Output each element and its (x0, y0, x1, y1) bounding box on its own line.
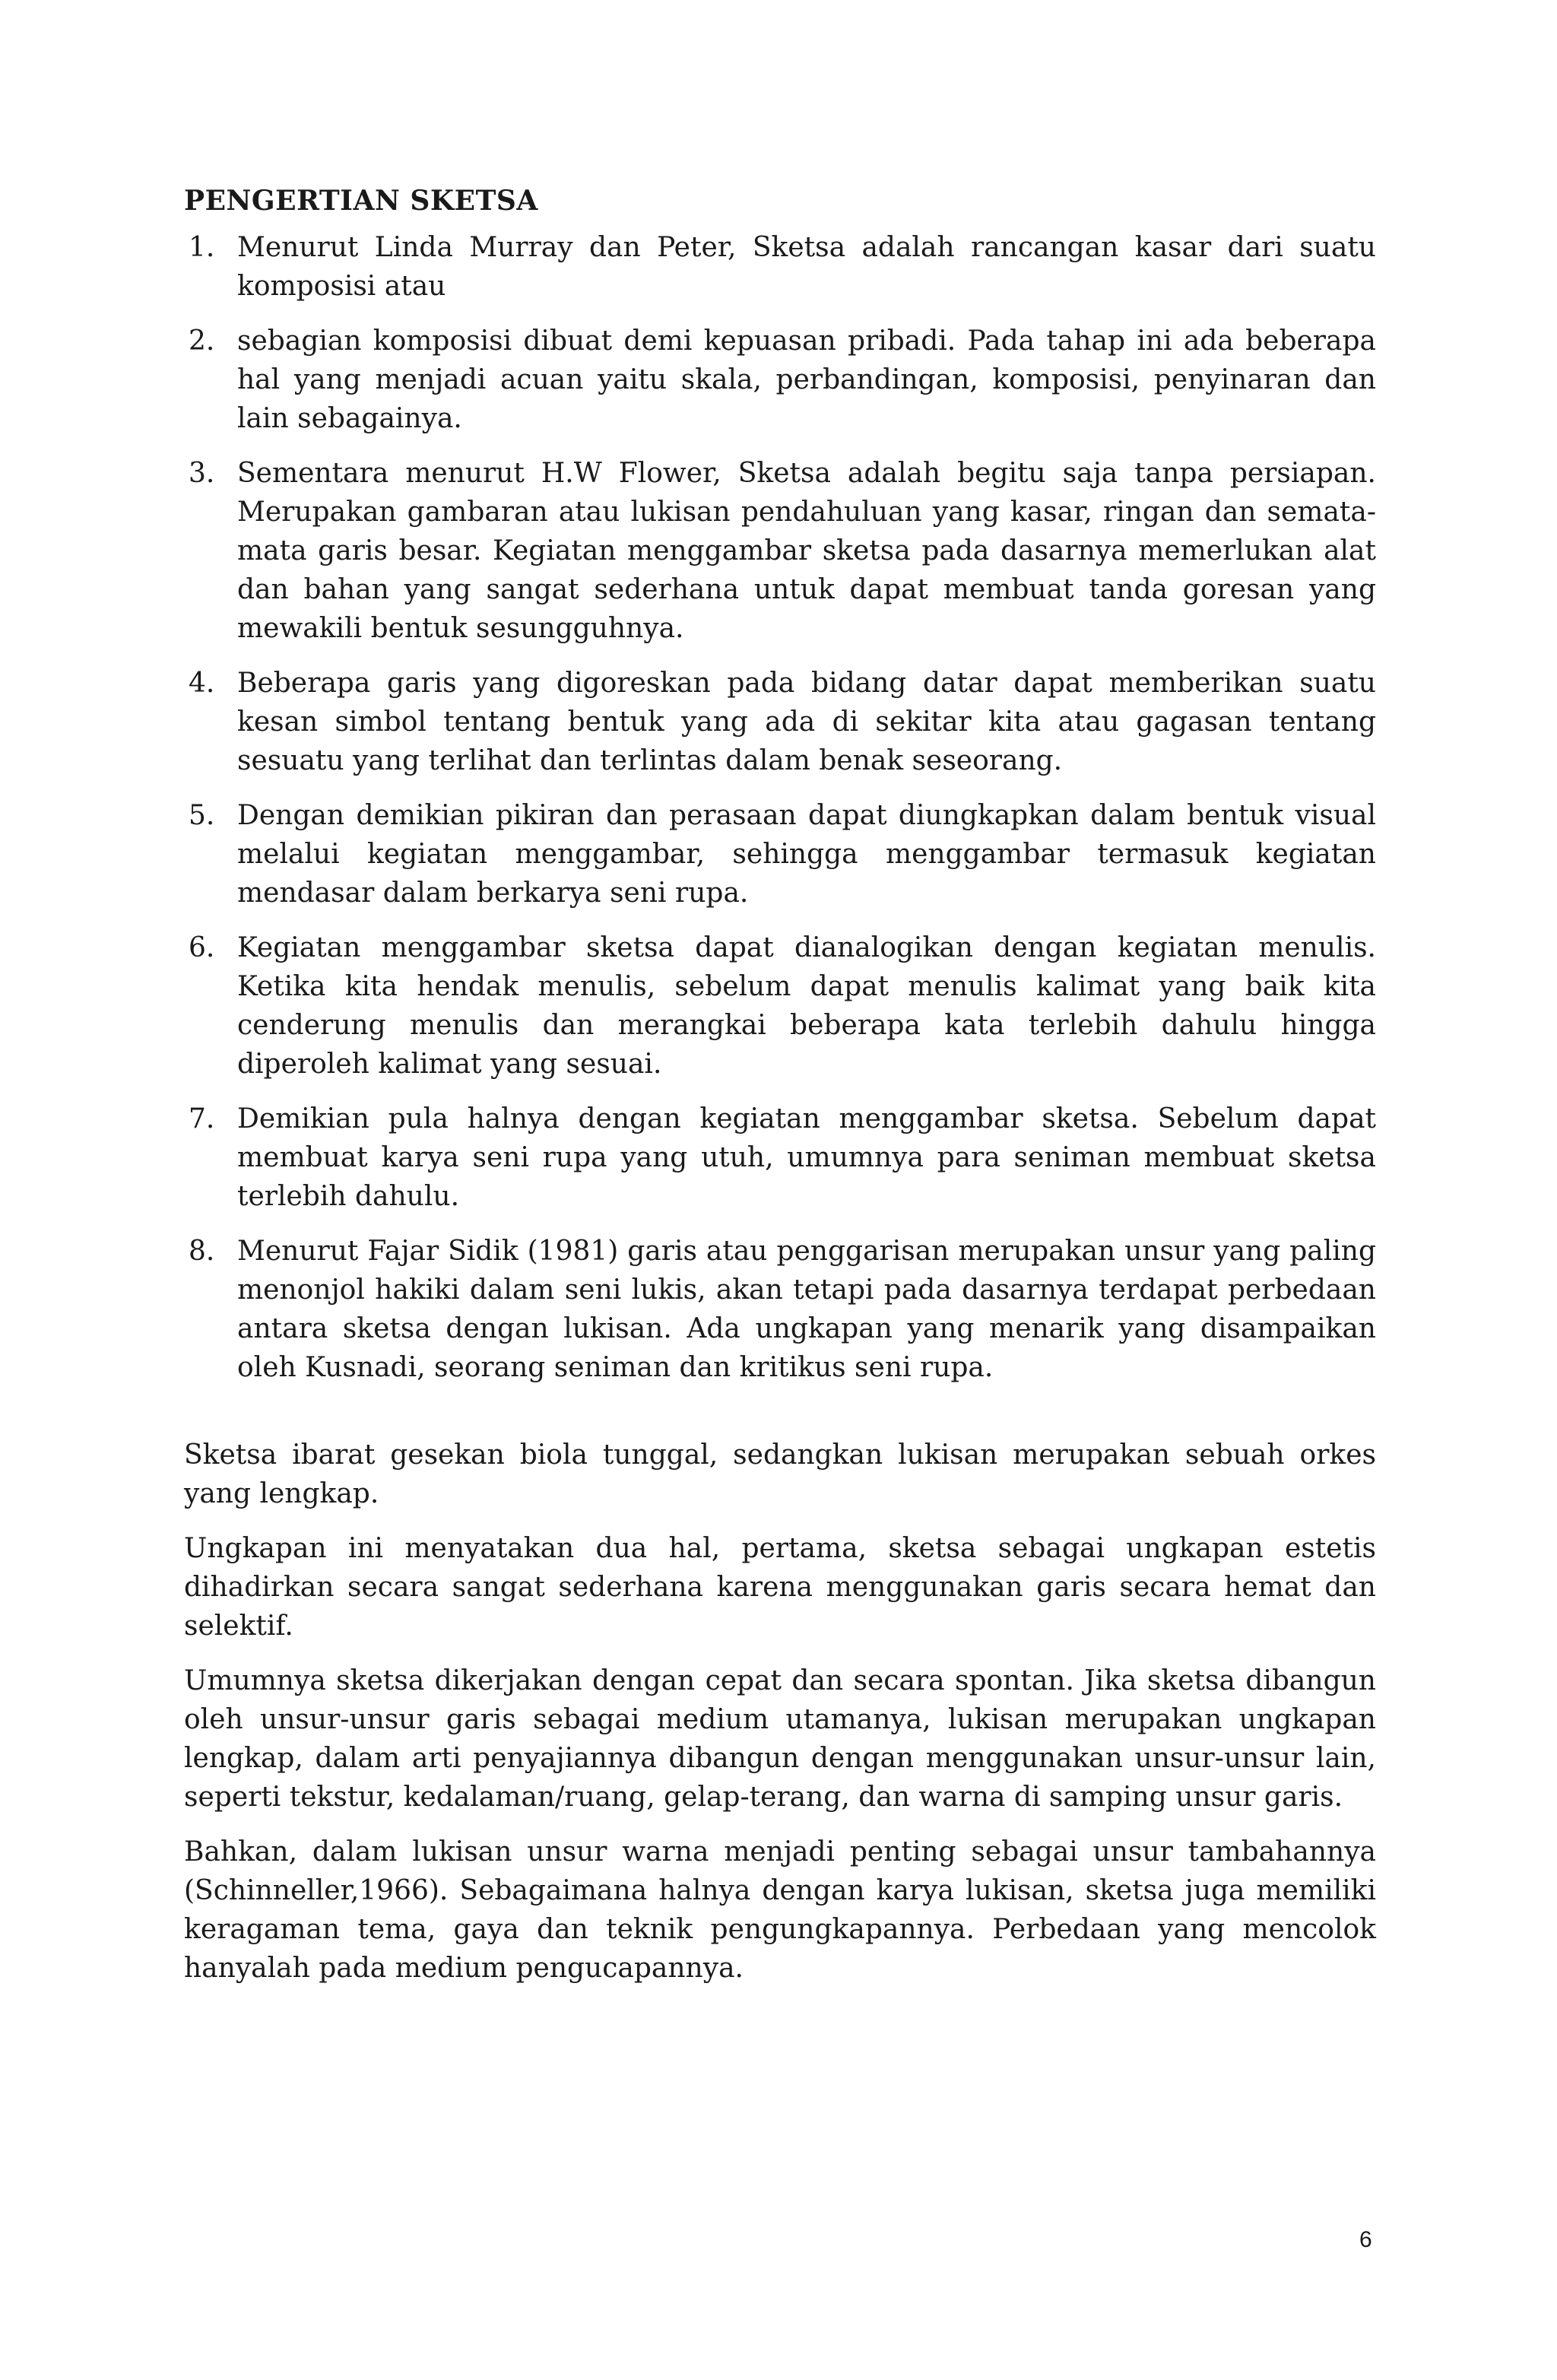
list-item-text: sebagian komposisi dibuat demi kepuasan pribadi. Pada tahap ini ada beberapa hal yang menjadi acuan yaitu skala, perbandingan, komposisi, penyinaran dan lain sebagainya. (237, 325, 1376, 434)
list-item (184, 664, 1376, 780)
numbered-list (184, 228, 1376, 1403)
list-item-number: 2. (189, 325, 215, 357)
list-item-number: 8. (189, 1236, 215, 1267)
paragraph: Sketsa ibarat gesekan biola tunggal, sedangkan lukisan merupakan sebuah orkes yang lengkap. (184, 1439, 1376, 1509)
page-title: PENGERTIAN SKETSA (184, 185, 538, 217)
list-item (184, 796, 1376, 912)
paragraph: Ungkapan ini menyatakan dua hal, pertama, sketsa sebagai ungkapan estetis dihadirkan secara sangat sederhana karena menggunakan garis secara hemat dan selektif. (184, 1533, 1376, 1642)
list-item-text: Kegiatan menggambar sketsa dapat dianalogikan dengan kegiatan menulis. Ketika kita hendak menulis, sebelum dapat menulis kalimat yang baik kita cenderung menulis dan merangkai beberapa kata terlebih dahulu hingga diperoleh kalimat yang sesuai. (237, 932, 1376, 1080)
page-number: 6 (1359, 2227, 1372, 2252)
list-item-number: 7. (189, 1103, 215, 1134)
list-item-number: 5. (189, 800, 215, 831)
list-item-text: Menurut Fajar Sidik (1981) garis atau penggarisan merupakan unsur yang paling menonjol hakiki dalam seni lukis, akan tetapi pada dasarnya terdapat perbedaan antara sketsa dengan lukisan. Ada ungkapan yang menarik yang disampaikan oleh Kusnadi, seorang seniman dan kritikus seni rupa. (237, 1236, 1376, 1383)
list-item (184, 928, 1376, 1084)
list-item (184, 454, 1376, 648)
list-item (184, 322, 1376, 438)
list-item-number: 1. (189, 232, 215, 263)
list-item-text: Menurut Linda Murray dan Peter, Sketsa adalah rancangan kasar dari suatu komposisi atau (237, 232, 1376, 302)
list-item-number: 3. (189, 458, 215, 489)
list-item (184, 1232, 1376, 1387)
list-item (184, 1100, 1376, 1216)
list-item-number: 6. (189, 932, 215, 963)
list-item-text: Dengan demikian pikiran dan perasaan dapat diungkapkan dalam bentuk visual melalui kegiatan menggambar, sehingga menggambar termasuk kegiatan mendasar dalam berkarya seni rupa. (237, 800, 1376, 909)
paragraph: Umumnya sketsa dikerjakan dengan cepat dan secara spontan. Jika sketsa dibangun oleh unsur-unsur garis sebagai medium utamanya, lukisan merupakan ungkapan lengkap, dalam arti penyajiannya dibangun dengan menggunakan unsur-unsur lain, seperti tekstur, kedalaman/ruang, gelap-terang, dan warna di samping unsur garis. (184, 1665, 1376, 1813)
list-item-text: Sementara menurut H.W Flower, Sketsa adalah begitu saja tanpa persiapan. Merupakan gambaran atau lukisan pendahuluan yang kasar, ringan dan semata-mata garis besar. Kegiatan menggambar sketsa pada dasarnya memerlukan alat dan bahan yang sangat sederhana untuk dapat membuat tanda goresan yang mewakili bentuk sesungguhnya. (237, 458, 1376, 644)
paragraph: Bahkan, dalam lukisan unsur warna menjadi penting sebagai unsur tambahannya (Schinneller,1966). Sebagaimana halnya dengan karya lukisan, sketsa juga memiliki keragaman tema, gaya dan teknik pengungkapannya. Perbedaan yang mencolok hanyalah pada medium pengucapannya. (184, 1836, 1376, 1984)
body-paragraphs (184, 1436, 1376, 2004)
list-item (184, 228, 1376, 306)
list-item-text: Beberapa garis yang digoreskan pada bidang datar dapat memberikan suatu kesan simbol tentang bentuk yang ada di sekitar kita atau gagasan tentang sesuatu yang terlihat dan terlintas dalam benak seseorang. (237, 668, 1376, 776)
list-item-text: Demikian pula halnya dengan kegiatan menggambar sketsa. Sebelum dapat membuat karya seni rupa yang utuh, umumnya para seniman membuat sketsa terlebih dahulu. (237, 1103, 1376, 1212)
list-item-number: 4. (189, 668, 215, 699)
